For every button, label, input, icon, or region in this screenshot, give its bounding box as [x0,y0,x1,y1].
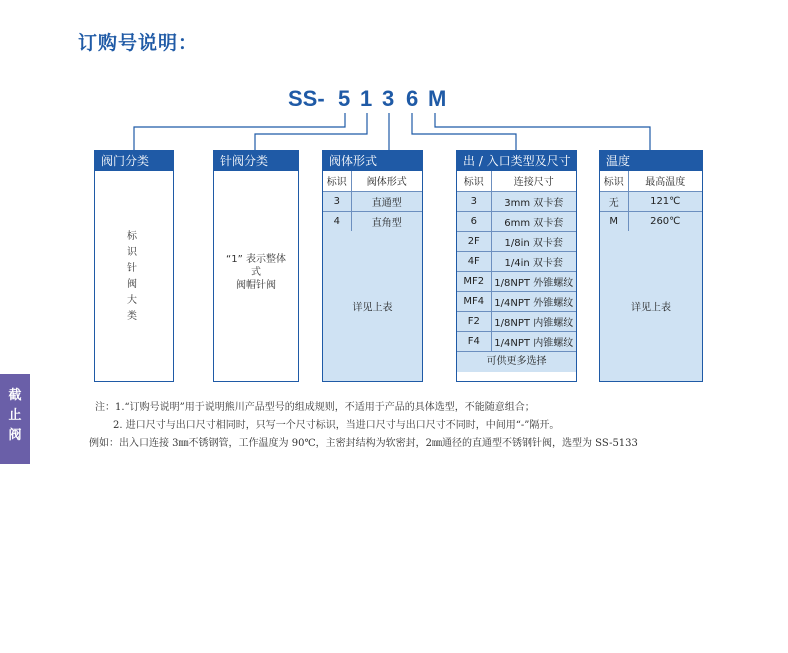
temperature-table: 标识 最高温度 无 121℃ M 260℃ [600,171,702,232]
needle-class-column [213,150,299,382]
table-row: F2 1/8NPT 内锥螺纹 [457,311,576,331]
temperature-header: 温度 [600,151,702,171]
model-digit-4: 6 [406,86,419,111]
table-row: 无 121℃ [600,191,702,211]
model-digit-3: 3 [382,86,395,111]
temperature-column [599,150,703,382]
table-row: MF4 1/4NPT 外锥螺纹 [457,291,576,311]
body-form-see-above: 详见上表 [352,302,393,314]
table-row: 3 3mm 双卡套 [457,191,576,211]
body-form-header: 阀体形式 [323,151,422,171]
valve-class-column [94,150,174,382]
table-row: MF2 1/8NPT 外锥螺纹 [457,271,576,291]
table-row: 3 直通型 [323,191,422,211]
port-type-header: 出 / 入口类型及尺寸 [457,151,576,171]
side-tab-stop-valve: 截 止 阀 [0,374,30,464]
note-line-2: 2. 进口尺寸与出口尺寸相同时，只写一个尺寸标识，当进口尺寸与出口尺寸不同时，中间用“-”隔开。 [113,420,560,431]
table-row: 4 直角型 [323,211,422,231]
model-prefix: SS- [288,86,325,111]
table-row: 4F 1/4in 双卡套 [457,251,576,271]
table-row: 6 6mm 双卡套 [457,211,576,231]
port-type-table: 标识 连接尺寸 3 3mm 双卡套 6 6mm 双卡套 2F 1/8in 双卡套 4F 1/4in 双卡套 MF2 1/8NPT 外锥螺纹 MF4 1/4NPT 外锥螺纹 F2 1/8NPT 内锥螺纹 F4 1/4NPT 内锥螺纹 [457,171,576,352]
valve-class-text: 标 识 针 阀 大 类 [127,231,137,322]
table-row: 2F 1/8in 双卡套 [457,231,576,251]
model-digit-1: 5 [338,86,351,111]
note-example: 例如：出入口连接 3㎜不锈钢管，工作温度为 90℃，主密封结构为软密封，2㎜通径的直通型不锈钢针阀，选型为 SS-5133 [89,438,638,449]
temperature-see-above: 详见上表 [631,302,671,314]
note-line-1: 注：1.“订购号说明”用于说明熊川产品型号的组成规则，不适用于产品的具体选型，不能随意组合； [95,402,535,413]
needle-class-text: “1” 表示整体 式 阀帽针阀 [226,254,286,291]
port-type-column [456,150,577,382]
port-type-more-options: 可供更多选择 [457,352,576,372]
valve-class-header: 阀门分类 [95,151,173,171]
page-title: 订购号说明： [78,32,199,54]
notes [89,399,638,453]
table-row: F4 1/4NPT 内锥螺纹 [457,331,576,351]
needle-class-header: 针阀分类 [214,151,298,171]
model-digit-2: 1 [360,86,373,111]
body-form-table: 标识 阀体形式 3 直通型 4 直角型 [323,171,422,232]
body-form-column [322,150,423,382]
table-row: M 260℃ [600,211,702,231]
model-digit-5: M [428,86,447,111]
